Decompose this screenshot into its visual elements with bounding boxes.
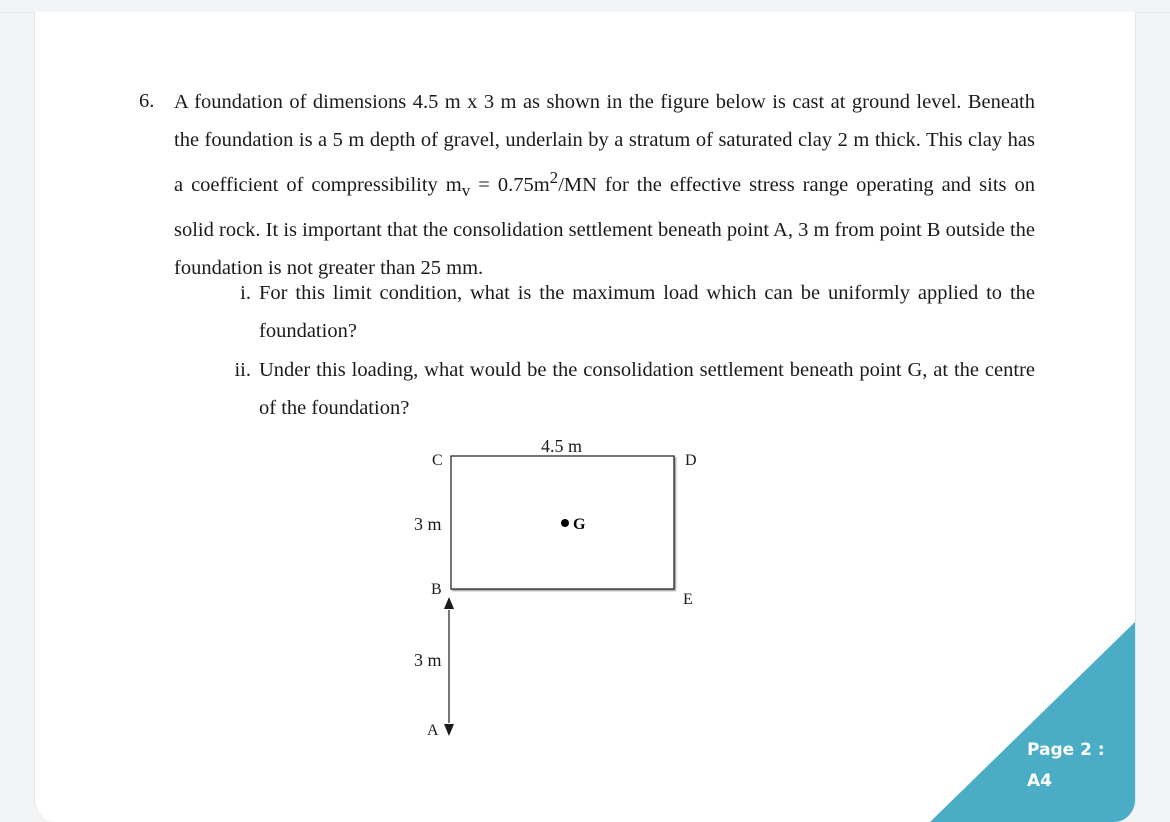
corner-b-label: B [431, 581, 442, 598]
sub-question-i-text: For this limit condition, what is the maximum load which can be uniformly applied to the foundation? [259, 282, 1035, 343]
corner-d-label: D [685, 452, 697, 469]
question-number: 6. [139, 90, 155, 112]
sub-question-ii-text: Under this loading, what would be the consolidation settlement beneath point G, at the centre of the foundation? [259, 359, 1035, 420]
corner-c-label: C [432, 452, 443, 469]
corner-e-label: E [683, 591, 693, 608]
page-number-label: Page 2 : [1027, 740, 1105, 760]
point-a-label: A [427, 722, 439, 739]
offset-dimension-label: 3 m [414, 650, 442, 670]
document-page [34, 12, 1136, 822]
height-dimension-label: 3 m [414, 514, 442, 534]
page-corner-triangle [35, 12, 1135, 822]
corner-triangle-shape [930, 622, 1135, 822]
question-text-part1: A foundation of dimensions 4.5 m x 3 m as shown in the figure below is cast at ground level. Beneath the foundation is a 5 m depth of gravel, underlain by a stratum of saturated clay 2 m thick. This clay has a coefficient of compressibility m [174, 91, 1035, 197]
question-text-part2: = 0.75m [470, 174, 550, 197]
width-dimension-label: 4.5 m [541, 436, 583, 456]
mv-subscript: v [461, 181, 471, 201]
page-size-label: A4 [1027, 771, 1052, 791]
sub-question-ii-label: ii. [234, 359, 251, 381]
question-text-part3: /MN for the effective stress range operating and sits on solid rock. It is important that the consolidation settlement beneath point A, 3 m from point B outside the foundation is not greater than 25 mm. [174, 174, 1035, 279]
sub-question-i-label: i. [240, 282, 251, 304]
unit-superscript: 2 [549, 168, 559, 188]
point-g-label: G [573, 516, 586, 533]
